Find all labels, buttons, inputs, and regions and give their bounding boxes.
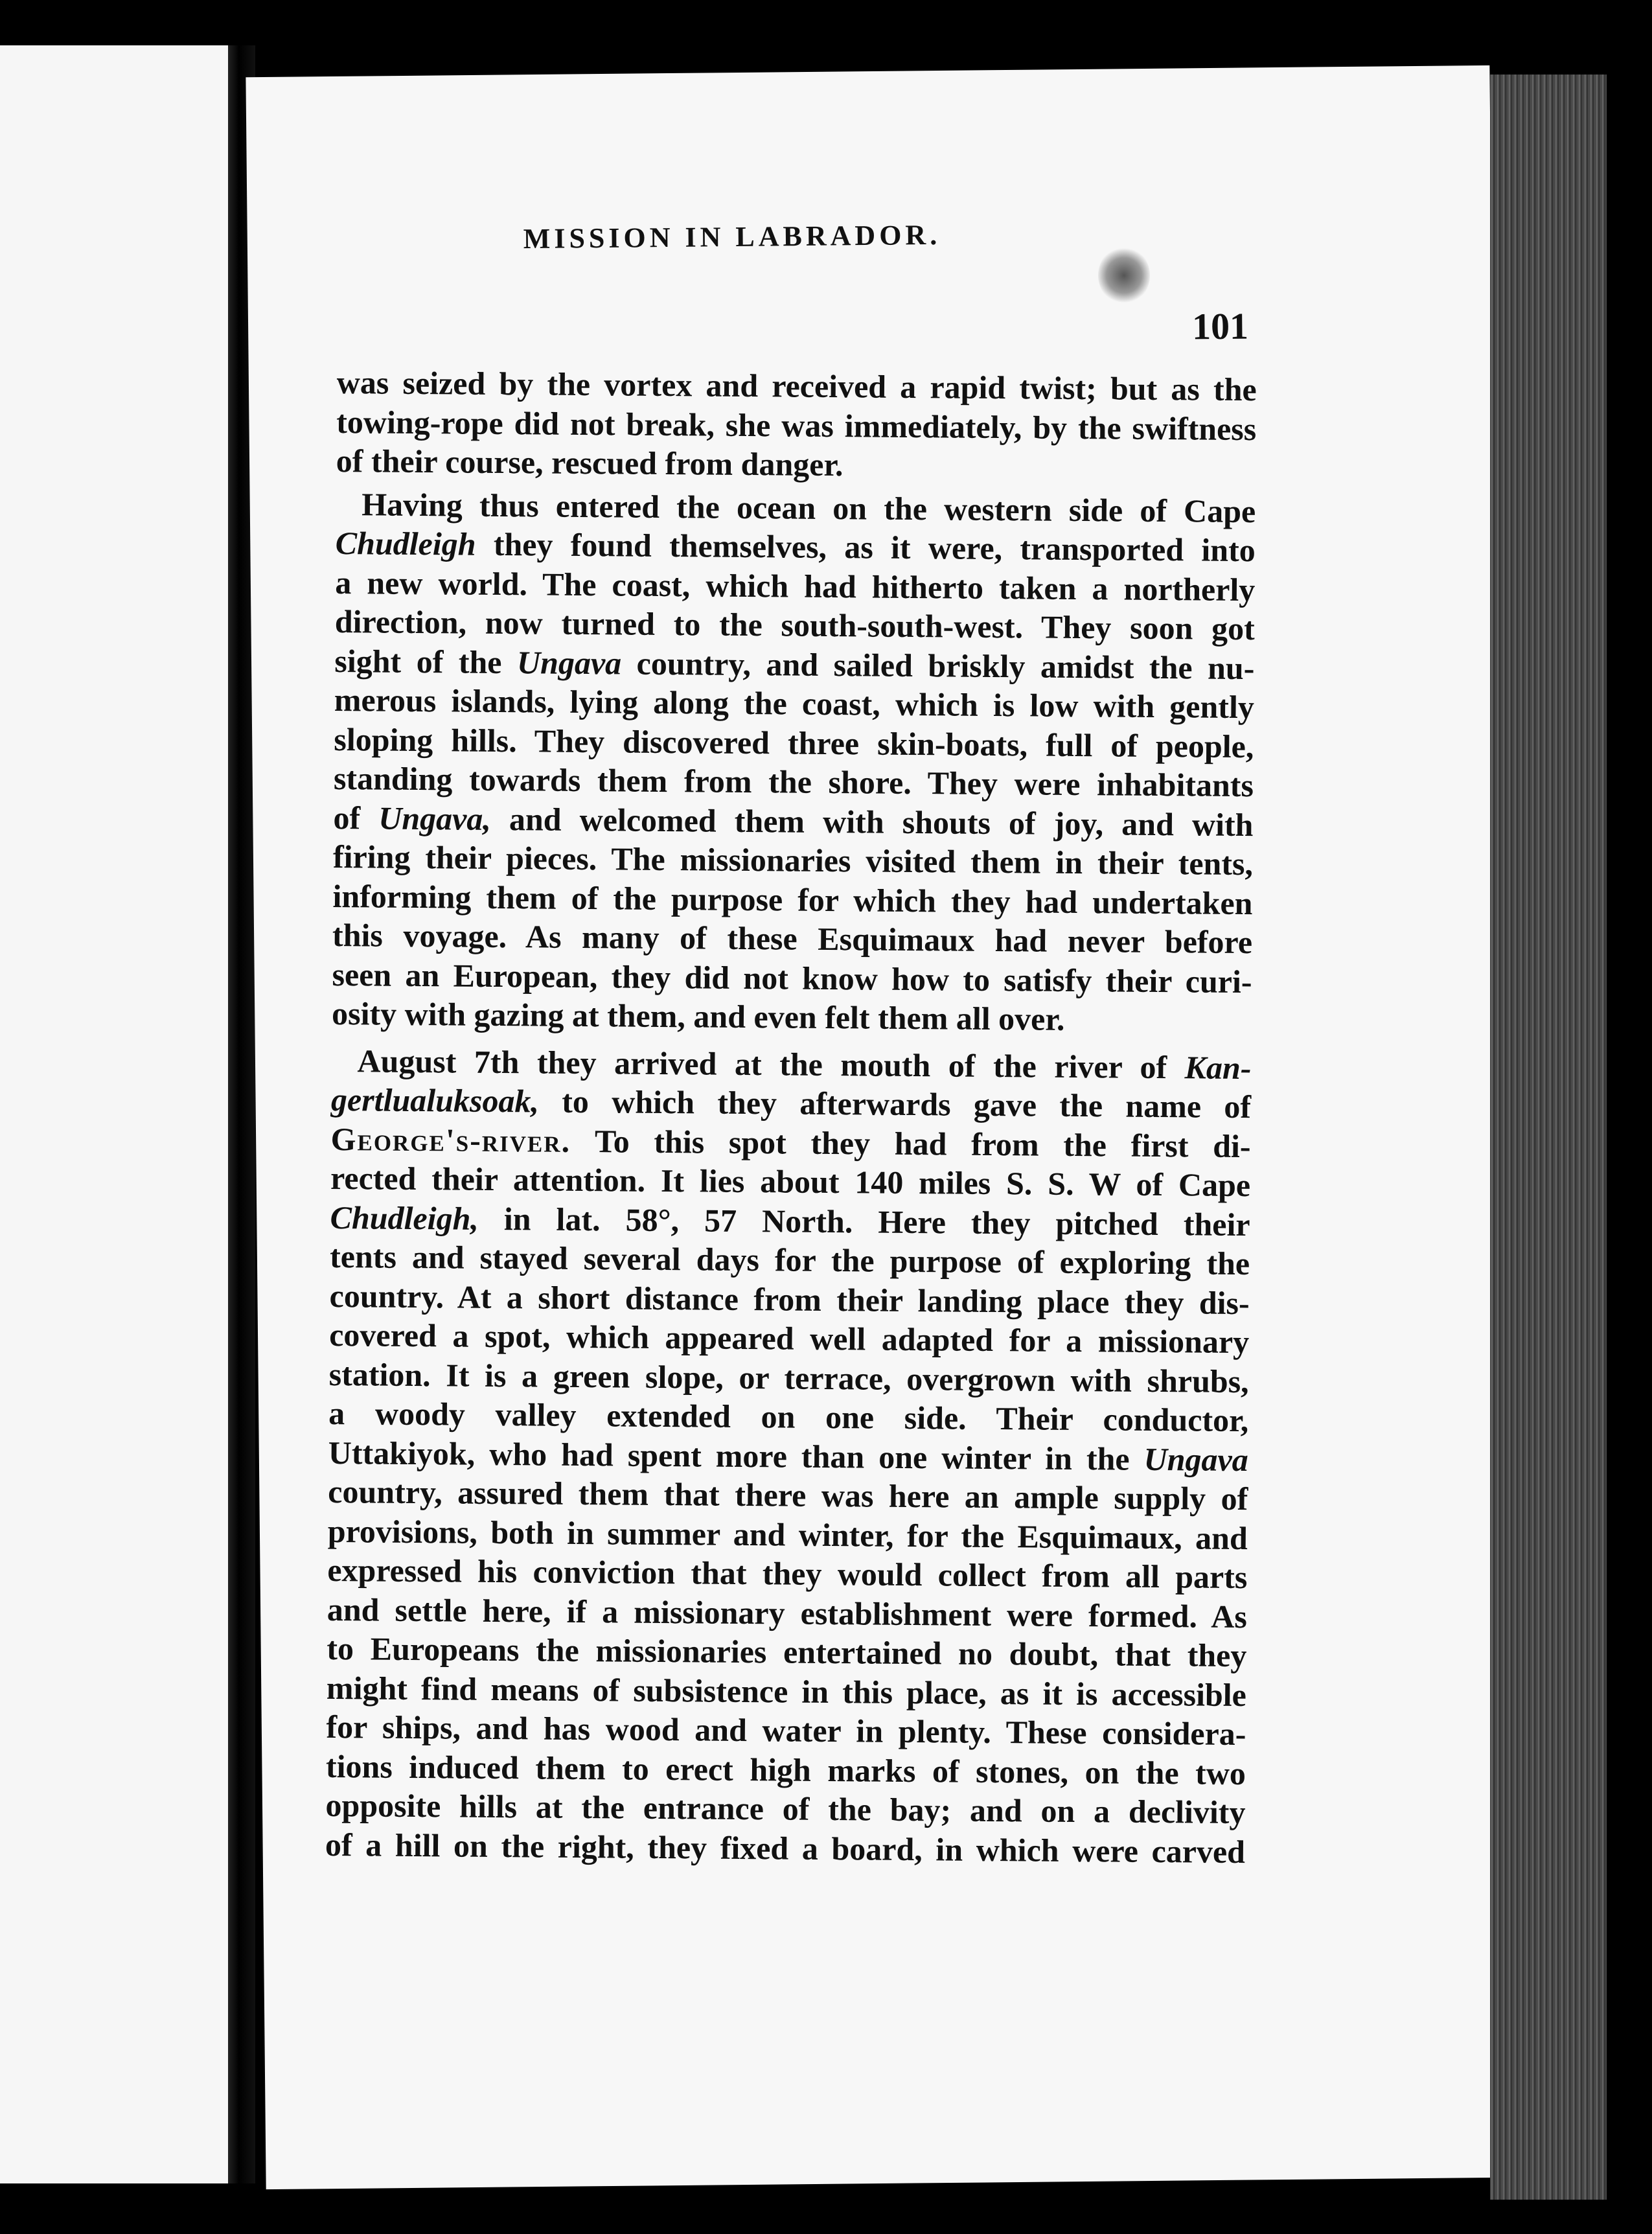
text-line: and settle here, if a missionary establishment were formed. As [327, 1591, 1248, 1635]
text-line: a woody valley extended on one side. Their conductor, [328, 1394, 1249, 1439]
text-line: sloping hills. They discovered three skin-boats, full of people, [334, 720, 1254, 765]
text-line: country, assured them that there was here an ample supply of [328, 1473, 1248, 1517]
text-line: gertlualuksoak, to which they afterwards gave the name of [330, 1081, 1252, 1125]
scan-border [1607, 39, 1652, 2234]
running-head: MISSION IN LABRADOR. [523, 218, 941, 255]
text-line: Chudleigh they found themselves, as it were, transported into [335, 524, 1256, 569]
text-line: of Ungava, and welcomed them with shouts of joy, and with [333, 799, 1254, 843]
text-line: osity with gazing at them, and even felt them all over. [331, 995, 1065, 1037]
text-line: tions induced them to erect high marks of stones, on the two [325, 1747, 1246, 1791]
text-line: was seized by the vortex and received a rapid twist; but as the [336, 363, 1257, 408]
text-line: merous islands, lying along the coast, which is low with gently [334, 681, 1255, 726]
body-text [325, 363, 1257, 1871]
text-line: expressed his conviction that they would collect from all parts [327, 1551, 1248, 1596]
text-line: Having thus entered the ocean on the western side of Cape [361, 485, 1256, 529]
left-page [0, 45, 249, 2183]
text-line: this voyage. As many of these Esquimaux had never before [332, 916, 1253, 961]
text-line: standing towards them from the shore. They were inhabitants [333, 759, 1254, 804]
text-line: opposite hills at the entrance of the bay; and on a declivity [325, 1786, 1246, 1831]
text-line: sight of the Ungava country, and sailed briskly amidst the nu- [334, 642, 1255, 686]
text-line: Chudleigh, in lat. 58°, 57 North. Here they pitched their [330, 1199, 1250, 1243]
text-line: George's-river. To this spot they had from the first di- [330, 1120, 1251, 1164]
text-line: might find means of subsistence in this place, as it is accessible [326, 1669, 1247, 1713]
text-line: firing their pieces. The missionaries visited them in their tents, [332, 838, 1254, 882]
text-line: direction, now turned to the south-south-west. They soon got [334, 603, 1256, 647]
text-line: tents and stayed several days for the purpose of exploring the [329, 1238, 1250, 1282]
text-line: station. It is a green slope, or terrace, overgrown with shrubs, [328, 1355, 1249, 1399]
text-line: country. At a short distance from their landing place they dis- [329, 1277, 1250, 1321]
text-line: informing them of the purpose for which they had undertaken [332, 877, 1253, 921]
page-edges [1490, 75, 1620, 2200]
text-line: of a hill on the right, they fixed a board, in which were carved [325, 1826, 1246, 1870]
text-line: provisions, both in summer and winter, for the Esquimaux, and [327, 1512, 1248, 1556]
page-number: 101 [1191, 305, 1249, 348]
text-line: to Europeans the missionaries entertained no doubt, that they [327, 1629, 1247, 1674]
text-line: towing-rope did not break, she was immediately, by the swiftness [336, 403, 1257, 447]
ink-blot [1098, 246, 1150, 305]
text-line: for ships, and has wood and water in plenty. These considera- [326, 1708, 1246, 1753]
text-line: August 7th they arrived at the mouth of the river of Kan- [357, 1042, 1252, 1086]
text-line: Uttakiyok, who had spent more than one winter in the Ungava [328, 1434, 1248, 1478]
text-line: rected their attention. It lies about 140 miles S. S. W of Cape [330, 1159, 1251, 1204]
text-line: a new world. The coast, which had hitherto taken a northerly [335, 564, 1256, 608]
text-line: covered a spot, which appeared well adapted for a missionary [328, 1316, 1250, 1361]
text-line: seen an European, they did not know how to satisfy their curi- [332, 956, 1252, 1000]
text-line: of their course, rescued from danger. [336, 442, 843, 483]
